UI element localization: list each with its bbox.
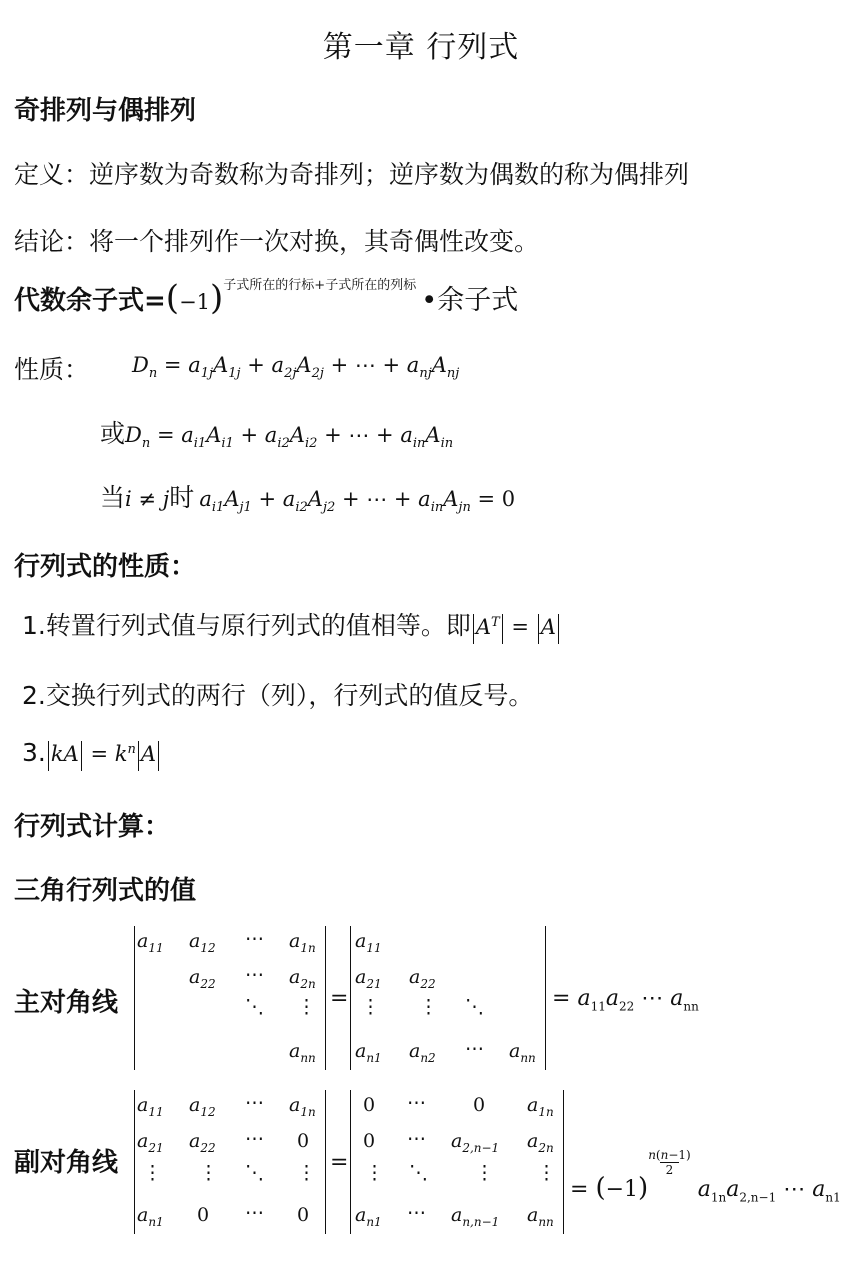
det-property-2: 2.交换行列式的两行（列），行列式的值反号。 [22,681,534,710]
chapter-title: 第一章 行列式 [322,30,520,65]
det-property-1: 1.转置行列式值与原行列式的值相等。即 $A^T = A$ [22,606,561,644]
property-label: 性质： [14,355,90,384]
anti-diagonal-label: 副对角线 [14,1148,119,1178]
cropped-previous-line [215,0,675,4]
permutation-definition: 定义：逆序数为奇数称为奇排列；逆序数为偶数的称为偶排列 [14,160,690,189]
main-diagonal-result: = $a_{11}a_{22}$ ⋯ $a_{nn}$ [552,986,699,1014]
permutation-conclusion: 结论：将一个排列作一次对换，其奇偶性改变。 [14,227,540,256]
cofactor-exponent: 子式所在的行标+子式所在的列标 [223,277,417,293]
det-properties-heading: 行列式的性质： [14,552,197,582]
formula-zero-sum: 当i ≠ j时 $a_{i1}A_{j1} + a_{i2}A_{j2}$ + ⋯ + $a_{in}A_{jn} = 0$ [100,483,516,516]
cofactor-suffix: •余子式 [421,285,519,316]
anti-diagonal-result: = (−1)n(n−1) 2 $a_{1n}a_{2,n-1}$ ⋯ $a_{n1}$ [570,1148,841,1205]
cofactor-label: 代数余子式= [14,286,166,316]
formula-row-expansion: 或$D_n = a_{i1}A_{i1} + a_{i2}A_{i2}$ + ⋯ + $a_{in}A_{in}$ [100,419,454,452]
triangular-heading: 三角行列式的值 [14,876,197,906]
anti-upper-determinant: $a_{11}$ $a_{12}$ ⋯ $a_{1n}$ $a_{21}$ $a_{22}$ ⋯ 0 ⋮ ⋮ ⋱ ⋮ $a_{n1}$ 0 ⋯ 0 [134,1090,326,1234]
permutation-heading: 奇排列与偶排列 [14,96,197,126]
calculation-heading: 行列式计算： [14,812,171,842]
anti-lower-determinant: 0 ⋯ 0 $a_{1n}$ 0 ⋯ $a_{2,n-1}$ $a_{2n}$ ⋮ ⋱ ⋮ ⋮ $a_{n1}$ ⋯ $a_{n,n-1}$ $a_{nn}$ [350,1090,564,1234]
formula-column-expansion: $D_n = a_{1j}A_{1j} + a_{2j}A_{2j}$ + ⋯ + $a_{nj}A_{nj}$ [132,353,460,382]
upper-triangular-determinant: $a_{11}$ $a_{12}$ ⋯ $a_{1n}$ $a_{22}$ ⋯ $a_{2n}$ ⋱ ⋮ $a_{nn}$ [134,926,326,1070]
cofactor-definition [14,278,518,324]
minus-one: (−1) [165,278,224,318]
det-property-3: 3. kA = $k^n$ A [22,738,161,771]
main-diagonal-label: 主对角线 [14,988,119,1018]
lower-triangular-determinant: $a_{11}$ $a_{21}$ $a_{22}$ ⋮ ⋮ ⋱ $a_{n1}$ $a_{n2}$ ⋯ $a_{nn}$ [350,926,546,1070]
